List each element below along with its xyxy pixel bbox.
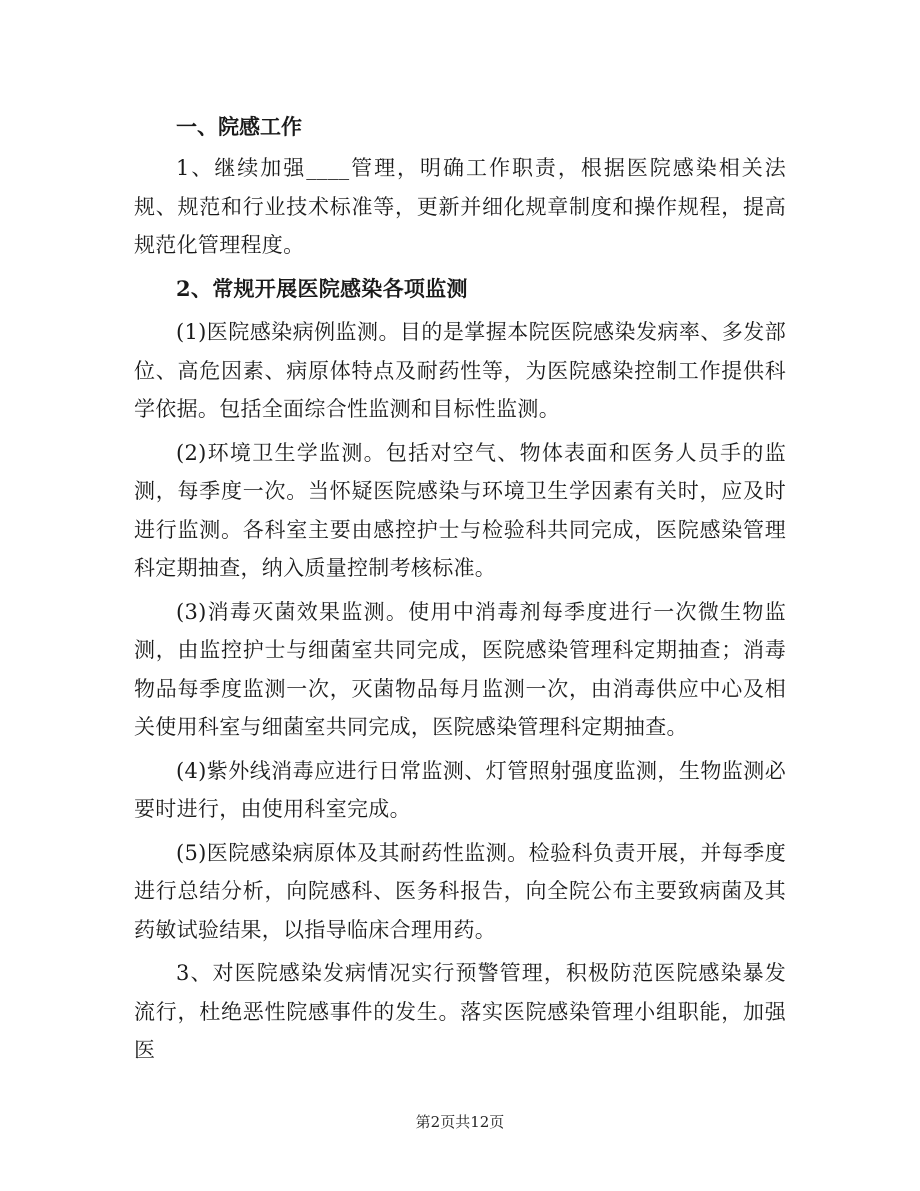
document-body [134,108,786,1075]
section-title: 一、院感工作 [176,114,302,139]
page-number-footer: 第2页共12页 [415,1113,505,1131]
paragraph-3: (1)医院感染病例监测。目的是掌握本院医院感染发病率、多发部位、高危因素、病原体特点及耐药性等，为医院感染控制工作提供科学依据。包括全面综合性监测和目标性监测。 [134,320,786,421]
paragraph-6: (4)紫外线消毒应进行日常监测、灯管照射强度监测，生物监测必要时进行，由使用科室完成。 [134,758,786,821]
paragraph-7: (5)医院感染病原体及其耐药性监测。检验科负责开展，并每季度进行总结分析，向院感科、医务科报告，向全院公布主要致病菌及其药敏试验结果，以指导临床合理用药。 [134,840,786,942]
paragraph-1: 1、继续加强____管理，明确工作职责，根据医院感染相关法规、规范和行业技术标准等，更新并细化规章制度和操作规程，提高规范化管理程度。 [134,156,786,257]
paragraph-4: (2)环境卫生学监测。包括对空气、物体表面和医务人员手的监测，每季度一次。当怀疑医院感染与环境卫生学因素有关时，应及时进行监测。各科室主要由感控护士与检验科共同完成，医院感染管理科定期抽查，纳入质量控制考核标准。 [134,440,786,580]
paragraph-5: (3)消毒灭菌效果监测。使用中消毒剂每季度进行一次微生物监测，由监控护士与细菌室共同完成，医院感染管理科定期抽查；消毒物品每季度监测一次，灭菌物品每月监测一次，由消毒供应中心及相关使用科室与细菌室共同完成，医院感染管理科定期抽查。 [134,599,786,739]
paragraph-2-subheading: 2、常规开展医院感染各项监测 [176,275,468,301]
paragraph-8: 3、对医院感染发病情况实行预警管理，积极防范医院感染暴发流行，杜绝恶性院感事件的发生。落实医院感染管理小组职能，加强医 [134,961,786,1062]
